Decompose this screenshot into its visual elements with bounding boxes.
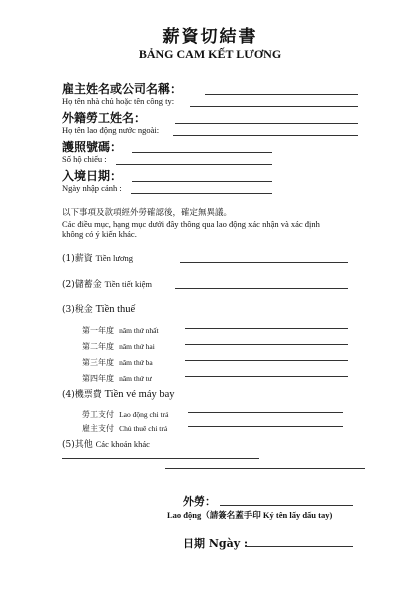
signature-worker-label: 外勞： [183,495,216,508]
worker-label-vi: Họ tên lao động nước ngoài: [62,125,160,135]
date-blank[interactable] [245,546,353,547]
signature-note-zh: （請簽名蓋手印 [201,510,261,520]
document-subtitle: BẢNG CAM KẾT LƯƠNG [138,47,282,61]
item-salary-zh: (1)薪資 [62,254,93,264]
item-savings-zh: (2)儲蓄金 [62,280,102,290]
tax-year-3: 第三年度 năm thứ ba [82,358,153,367]
employer-vi-blank[interactable] [190,106,358,107]
airfare-worker-blank[interactable] [188,412,343,413]
airfare-worker-pays: 勞工支付 Lao động chi trả [82,410,169,419]
signature-blank[interactable] [220,505,353,506]
entry-date-label-vi: Ngày nhập cảnh : [62,183,122,193]
tax-year-2-blank[interactable] [185,344,348,345]
signature-date-zh: 日期 [183,537,205,550]
entry-date-label-zh: 入境日期： [62,169,123,183]
item-other-vi: Các khoản khác [95,439,150,449]
item-other-zh: (5)其他 [62,440,93,450]
passport-zh-blank[interactable] [132,152,272,153]
signature-date [183,535,248,551]
savings-blank[interactable] [175,288,348,289]
airfare-employer-blank[interactable] [188,426,343,427]
signature-date-vi: Ngày : [208,537,248,550]
item-tax-zh: (3)稅金 [62,305,93,315]
worker-label-zh: 外籍勞工姓名： [62,111,147,125]
document-title: 薪資切結書 [162,27,258,47]
tax-year-2: 第二年度 năm thứ hai [82,342,155,351]
worker-zh-blank[interactable] [175,123,358,124]
item-savings [62,277,152,290]
tax-year-3-blank[interactable] [185,360,348,361]
employer-label-zh: 雇主姓名或公司名稱： [62,82,183,96]
airfare-employer-pays: 雇主支付 Chủ thuê chi trả [82,424,168,433]
item-other [62,437,150,450]
item-salary [62,251,133,264]
signature-note-vi-b: Ký tên lấy dấu tay) [262,510,333,520]
item-airfare [62,387,175,400]
tax-year-1: 第一年度 năm thứ nhất [82,326,159,335]
tax-year-4-blank[interactable] [185,376,348,377]
signature-note-vi-a: Lao động [167,510,202,520]
statement-vi-line2: không có ý kiến khác. [62,229,137,239]
other-blank-1[interactable] [62,458,259,459]
item-airfare-vi: Tiền vé máy bay [104,389,175,400]
passport-label-zh: 護照號碼： [62,140,123,154]
signature-note [167,509,367,521]
item-tax [62,302,135,315]
employer-zh-blank[interactable] [205,94,358,95]
tax-year-1-blank[interactable] [185,328,348,329]
other-blank-2[interactable] [165,468,365,469]
passport-vi-blank[interactable] [116,164,272,165]
entry-date-vi-blank[interactable] [131,193,272,194]
employer-label-vi: Họ tên nhà chủ hoặc tên công ty: [62,96,175,106]
salary-blank[interactable] [180,262,348,263]
worker-vi-blank[interactable] [173,135,358,136]
item-savings-vi: Tiền tiết kiệm [104,279,153,289]
item-airfare-zh: (4)機票費 [62,390,102,400]
item-salary-vi: Tiền lương [95,253,133,263]
tax-year-4: 第四年度 năm thứ tư [82,374,152,383]
statement-zh: 以下事項及款項經外勞確認後，確定無異議。 [62,208,233,218]
statement-vi-line1: Các điều mục, hạng mục dưới đây thông qua lao động xác nhận và xác định [62,219,320,229]
item-tax-vi: Tiền thuế [95,304,136,315]
entry-date-zh-blank[interactable] [132,181,272,182]
passport-label-vi: Số hộ chiếu : [62,154,107,164]
